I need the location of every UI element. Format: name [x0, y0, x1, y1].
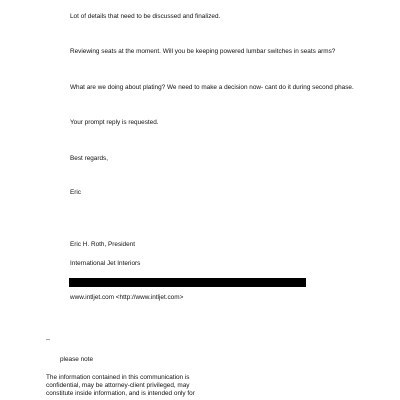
- signature-website-link[interactable]: www.intljet.com <http://www.intljet.com>: [70, 294, 184, 301]
- disclaimer-line: The information contained in this communication is: [46, 374, 190, 381]
- redaction-bar: [69, 278, 306, 287]
- signature-separator: --: [46, 337, 50, 343]
- email-paragraph: Lot of details that need to be discussed and finalized.: [70, 13, 221, 20]
- notice-heading: please note: [60, 356, 94, 363]
- disclaimer-line: confidential, may be attorney-client privileged, may: [46, 382, 190, 389]
- sender-first-name: Eric: [70, 189, 82, 196]
- email-paragraph: What are we doing about plating? We need to make a decision now- cant do it during second phase.: [70, 84, 354, 91]
- signature-name-title: Eric H. Roth, President: [70, 241, 135, 248]
- disclaimer-line: constitute inside information, and is intended only for: [46, 390, 195, 397]
- signature-company: International Jet Interiors: [70, 260, 141, 267]
- email-paragraph: Your prompt reply is requested.: [70, 119, 159, 126]
- email-paragraph: Reviewing seats at the moment. Will you be keeping powered lumbar switches in seats arms?: [70, 48, 336, 55]
- email-closing: Best regards,: [70, 155, 109, 162]
